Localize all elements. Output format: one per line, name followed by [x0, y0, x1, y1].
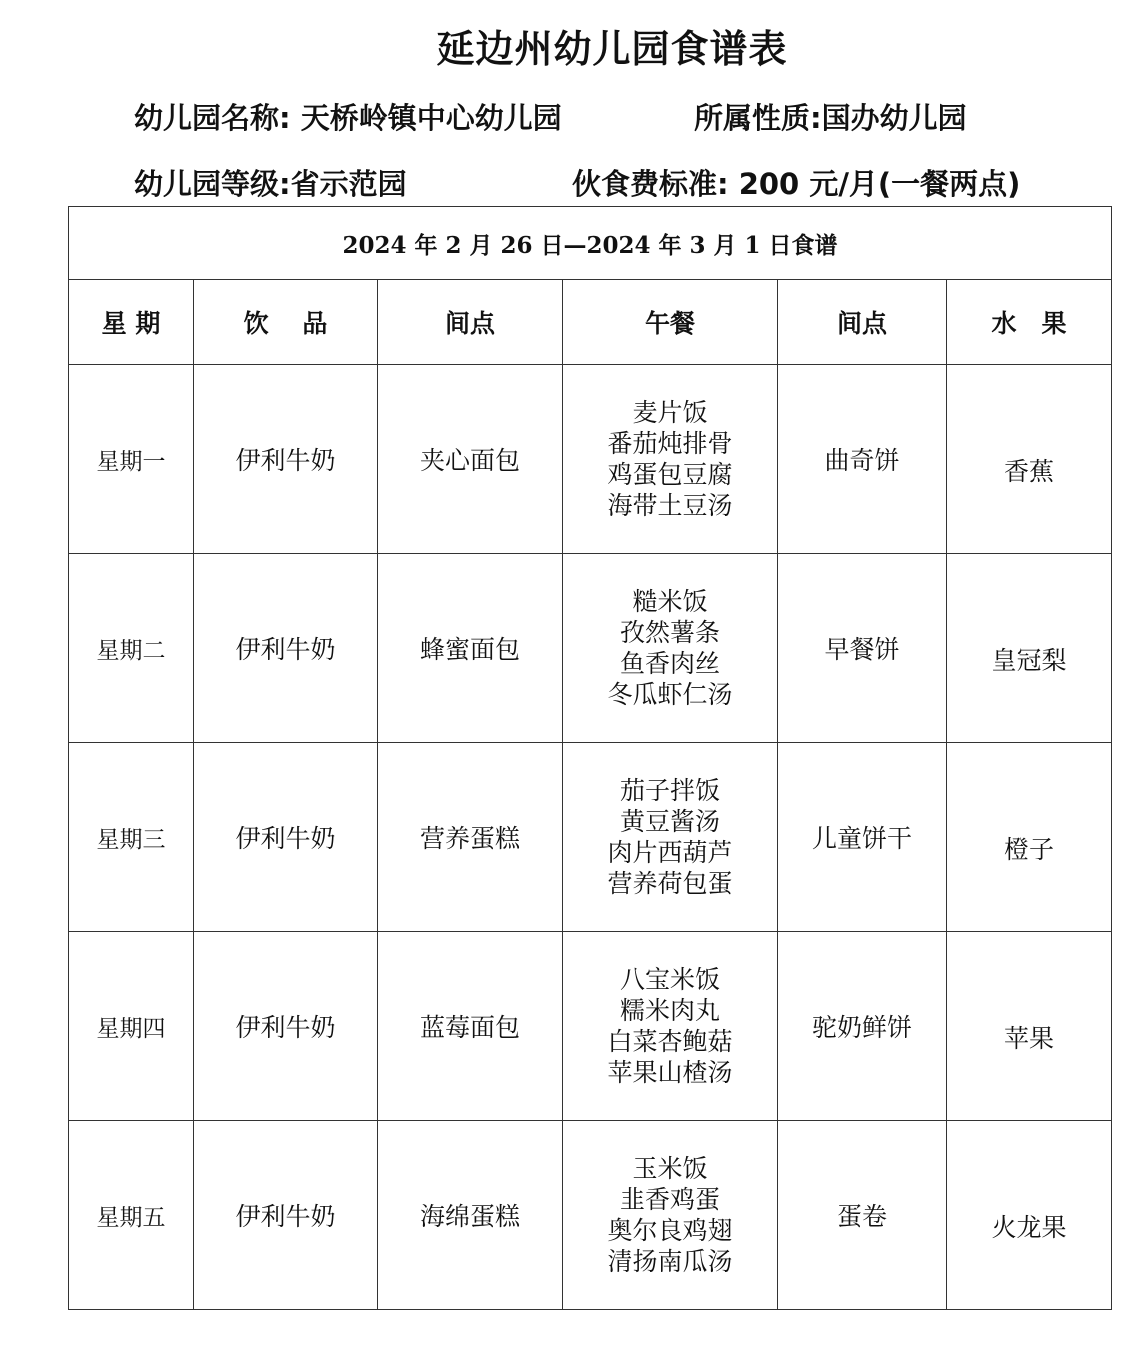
- day-cell: 星期二: [69, 554, 194, 743]
- day-cell: 星期五: [69, 1121, 194, 1310]
- fruit-name: 皇冠梨: [991, 646, 1067, 675]
- table-row: [69, 1121, 1112, 1310]
- header-snack-afternoon: 间点: [778, 280, 947, 365]
- snack-morning-cell: 蜂蜜面包: [378, 554, 563, 743]
- fruit-cell: [947, 365, 1112, 554]
- ownership-type: 所属性质:国办幼儿园: [694, 101, 967, 135]
- lunch-item: 孜然薯条: [619, 618, 720, 647]
- week-title-row: [69, 207, 1112, 280]
- lunch-item: 玉米饭: [632, 1154, 708, 1183]
- snack-afternoon-cell: 驼奶鲜饼: [778, 932, 947, 1121]
- drink-cell: 伊利牛奶: [194, 743, 378, 932]
- day-cell: 星期一: [69, 365, 194, 554]
- lunch-item: 冬瓜虾仁汤: [607, 680, 733, 709]
- drink-cell: 伊利牛奶: [194, 1121, 378, 1310]
- snack-afternoon-cell: 曲奇饼: [778, 365, 947, 554]
- lunch-item: 糯米肉丸: [619, 996, 720, 1025]
- lunch-item: 海带土豆汤: [607, 491, 733, 520]
- menu-table: [68, 206, 1112, 1310]
- header-day: 星 期: [69, 280, 194, 365]
- lunch-item: 肉片西葫芦: [607, 838, 733, 867]
- snack-afternoon-cell: 儿童饼干: [778, 743, 947, 932]
- page-title: 延边州幼儿园食谱表: [436, 27, 788, 71]
- lunch-item: 营养荷包蛋: [607, 869, 733, 898]
- fruit-cell: [947, 743, 1112, 932]
- kindergarten-name: 幼儿园名称: 天桥岭镇中心幼儿园: [134, 101, 562, 135]
- header-drink: 饮 品: [194, 280, 378, 365]
- lunch-item: 糙米饭: [632, 587, 708, 616]
- lunch-cell: [563, 365, 778, 554]
- table-row: [69, 743, 1112, 932]
- snack-afternoon-cell: 蛋卷: [778, 1121, 947, 1310]
- lunch-item: 清扬南瓜汤: [607, 1247, 733, 1276]
- snack-morning-cell: 海绵蛋糕: [378, 1121, 563, 1310]
- lunch-item: 奥尔良鸡翅: [607, 1216, 733, 1245]
- day-cell: 星期三: [69, 743, 194, 932]
- snack-morning-cell: 营养蛋糕: [378, 743, 563, 932]
- fruit-name: 橙子: [1003, 835, 1054, 864]
- lunch-item: 黄豆酱汤: [619, 807, 720, 836]
- header-snack-morning: 间点: [378, 280, 563, 365]
- lunch-cell: [563, 1121, 778, 1310]
- header-fruit: 水 果: [947, 280, 1112, 365]
- lunch-cell: [563, 554, 778, 743]
- fruit-name: 香蕉: [1003, 457, 1054, 486]
- table-row: [69, 932, 1112, 1121]
- snack-afternoon-cell: 早餐饼: [778, 554, 947, 743]
- lunch-cell: [563, 932, 778, 1121]
- day-cell: 星期四: [69, 932, 194, 1121]
- week-title: 2024 年 2 月 26 日—2024 年 3 月 1 日食谱: [69, 207, 1112, 280]
- lunch-item: 茄子拌饭: [619, 776, 720, 805]
- lunch-item: 鸡蛋包豆腐: [607, 460, 733, 489]
- table-row: [69, 365, 1112, 554]
- fruit-cell: [947, 1121, 1112, 1310]
- fruit-name: 苹果: [1003, 1024, 1054, 1053]
- header-lunch: 午餐: [563, 280, 778, 365]
- fruit-cell: [947, 932, 1112, 1121]
- meal-fee-standard: 伙食费标准: 200 元/月(一餐两点): [572, 167, 1021, 201]
- kindergarten-grade: 幼儿园等级:省示范园: [134, 167, 407, 201]
- drink-cell: 伊利牛奶: [194, 365, 378, 554]
- lunch-cell: [563, 743, 778, 932]
- drink-cell: 伊利牛奶: [194, 554, 378, 743]
- lunch-item: 番茄炖排骨: [607, 429, 733, 458]
- fruit-cell: [947, 554, 1112, 743]
- lunch-item: 白菜杏鲍菇: [607, 1027, 733, 1056]
- lunch-item: 韭香鸡蛋: [619, 1185, 720, 1214]
- header-row: [69, 280, 1112, 365]
- lunch-item: 鱼香肉丝: [619, 649, 720, 678]
- table-row: [69, 554, 1112, 743]
- lunch-item: 八宝米饭: [619, 965, 720, 994]
- drink-cell: 伊利牛奶: [194, 932, 378, 1121]
- snack-morning-cell: 蓝莓面包: [378, 932, 563, 1121]
- lunch-item: 麦片饭: [632, 398, 708, 427]
- lunch-item: 苹果山楂汤: [607, 1058, 733, 1087]
- snack-morning-cell: 夹心面包: [378, 365, 563, 554]
- fruit-name: 火龙果: [991, 1213, 1067, 1242]
